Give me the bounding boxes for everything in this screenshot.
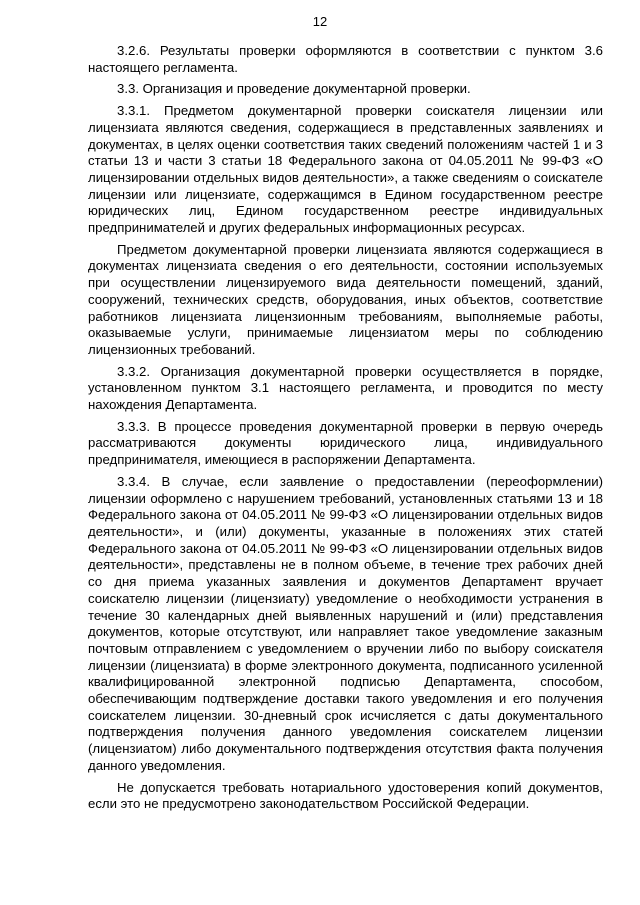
document-body xyxy=(88,43,603,818)
paragraph-3-3-2: 3.3.2. Организация документарной проверки осуществляется в порядке, установленном пунктом 3.1 настоящего регламента, и проводится по месту нахождения Департамента. xyxy=(88,363,603,413)
paragraph-3-2-6: 3.2.6. Результаты проверки оформляются в соответствии с пунктом 3.6 настоящего регламента. xyxy=(88,43,603,75)
paragraph-licensee-check-subject: Предметом документарной проверки лицензиата являются содержащиеся в документах лицензиата сведения о его деятельности, состоянии используемых при осуществлении лицензируемого вида деятельности помещений, зданий, сооружений, технических средств, оборудования, иных объектов, соответствие работников лицензиата лицензионным требованиям, выполняемые работы, оказываемые услуги, принимаемые лицензиатом меры по соблюдению лицензионных требований. xyxy=(88,241,603,357)
paragraph-3-3-1: 3.3.1. Предметом документарной проверки соискателя лицензии или лицензиата являются сведения, содержащиеся в представленных заявлениях и документах, в целях оценки соответствия таких сведений положениям частей 1 и 3 статьи 13 и части 3 статьи 18 Федерального закона от 04.05.2011 № 99-ФЗ «О лицензировании отдельных видов деятельности», а также сведениям о соискателе лицензии или лицензиате, содержащимся в Едином государственном реестре юридических лиц, Едином государственном реестре индивидуальных предпринимателей и других федеральных информационных ресурсах. xyxy=(88,103,603,236)
page-number: 12 xyxy=(312,14,328,29)
paragraph-notarization: Не допускается требовать нотариального удостоверения копий документов, если это не предусмотрено законодательством Российской Федерации. xyxy=(88,779,603,812)
paragraph-3-3-heading: 3.3. Организация и проведение документарной проверки. xyxy=(117,81,471,97)
paragraph-3-3-4: 3.3.4. В случае, если заявление о предоставлении (переоформлении) лицензии оформлено с нарушением требований, установленных статьями 13 и 18 Федерального закона от 04.05.2011 № 99-ФЗ «О лицензировании отдельных видов деятельности», и (или) документы, указанные в положениях этих статей Федерального закона от 04.05.2011 № 99-ФЗ «О лицензировании отдельных видов деятельности», представлены не в полном объеме, в течение трех рабочих дней со дня приема указанных заявления и документов Департамент вручает соискателю лицензии (лицензиату) уведомление о необходимости устранения в течение 30 календарных дней выявленных нарушений и (или) представления документов, которые отсутствуют, или направляет такое уведомление заказным почтовым отправлением с уведомлением о вручении либо по выбору соискателя лицензии (лицензиата) в форме электронного документа, подписанного усиленной квалифицированной электронной подписью Департамента, способом, обеспечивающим подтверждение доставки такого уведомления и его получения соискателем лицензии. 30-дневный срок исчисляется с даты документального подтверждения получения данного уведомления соискателем лицензии (лицензиатом) либо документального подтверждения отсутствия факта получения данного уведомления. xyxy=(88,473,603,773)
paragraph-3-3-3: 3.3.3. В процессе проведения документарной проверки в первую очередь рассматриваются документы юридического лица, индивидуального предпринимателя, имеющиеся в распоряжении Департамента. xyxy=(88,418,603,468)
